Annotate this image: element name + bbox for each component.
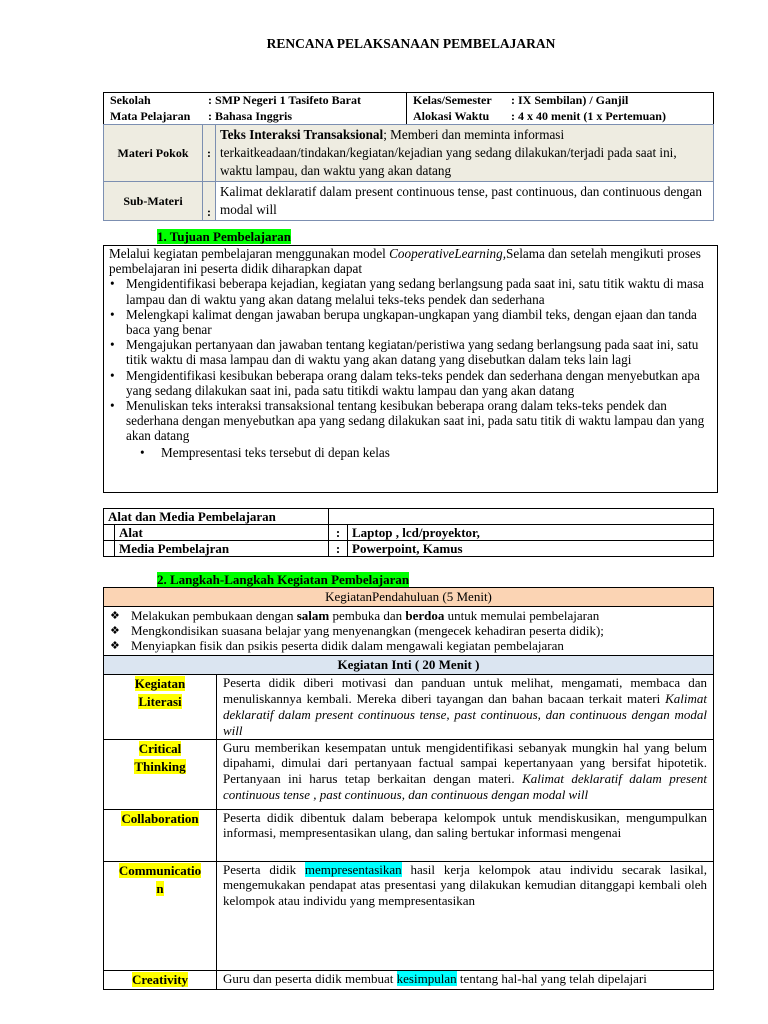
list-item: • Melengkapi kalimat dengan jawaban berupa ungkapan-ungkapan yang diambil teks, dengan ejaan dan tanda baca yang benar [109,307,717,337]
pendahuluan-list [104,607,714,656]
alokasi-label: Alokasi Waktu [413,108,490,123]
list-item: • Mengidentifikasi beberapa kejadian, kegiatan yang sedang berlangsung pada saat ini, satu titik waktu di masa lampau dan di waktu yang akan datang melalui teks-teks pendek dan sederhana [109,276,717,306]
critical-label-1: Critical [138,740,182,756]
comm-desc-a: Peserta didik [223,861,305,877]
kegiatan-table [103,587,714,990]
comm-label [104,861,217,970]
materi-pokok-colon: : [203,125,216,182]
sub-materi-colon: : [203,182,216,221]
list-item: ❖ Menyiapkan fisik dan psikis peserta didik dalam mengawali kegiatan pembelajaran [110,639,707,654]
literasi-label [104,675,217,739]
alokasi-value: : 4 x 40 menit (1 x Pertemuan) [511,108,666,123]
comm-highlight: mempresentasikan [304,861,402,877]
collab-text: Peserta didik dibentuk dalam beberapa kelompok untuk mendiskusikan, mengumpulkan informasi, mempresentasikan ulang, dan saling bertukar informasi mengenai [217,809,714,861]
tujuan-intro-a: Melalui kegiatan pembelajaran menggunakan model [109,246,390,261]
tujuan-intro-italic: CooperativeLearning, [389,246,506,261]
kelas-label: Kelas/Semester [413,93,492,107]
materi-pokok-bold: Teks Interaksi Transaksional [220,127,384,142]
creat-desc-b: tentang hal-hal yang telah dipelajari [456,970,647,986]
pend-text: Melakukan pembukaan dengan [131,608,297,623]
document-title: RENCANA PELAKSANAAN PEMBELAJARAN [266,36,556,51]
comm-desc-b: hasil kerja kelompok atau individu secarak lasikal, mengemukakan pendapat atas presentasi yang dilakukan kemudian ditanggapi kembali oleh kelompok atau individu yang mempresentasikan [223,861,707,909]
sekolah-value: : SMP Negeri 1 Tasifeto Barat [208,93,361,107]
media-table [103,508,714,557]
tujuan-intro-b: Selama dan setelah mengikuti proses pembelajaran ini peserta didik diharapkan dapat [109,246,701,277]
inti-title: Kegiatan Inti ( 20 Menit ) [104,656,714,675]
materi-pokok-desc: ; Memberi dan meminta informasi terkaitkeadaan/tindakan/kegiatan/kejadian yang sedang dilakukan/terjadi pada saat ini, waktu lampau, dan waktu yang akan datang [220,127,677,178]
critical-label-2: Thinking [134,758,186,774]
tujuan-heading [157,229,291,245]
mapel-label: Mata Pelajaran [110,108,191,123]
list-item: • Mempresentasi teks tersebut di depan kelas [109,445,717,460]
collab-label-text: Collaboration [121,810,199,826]
list-item: • Mengidentifikasi kesibukan beberapa orang dalam teks-teks pendek dan sederhana dengan menyebutkan apa yang sedang dilakukan saat ini, pada satu titikdi waktu lampau dan yang akan datang [109,368,717,398]
comm-label-1: Communicatio [118,862,202,878]
kelas-value: : IX Sembilan) / Ganjil [511,93,629,107]
tujuan-intro [109,246,717,276]
media-value: Powerpoint, Kamus [348,541,714,557]
sub-materi-label: Sub-Materi [104,182,203,221]
critical-italic: Kalimat deklaratif dalam present continuous tense , past continuous, dan continuous dengan modal will [223,771,707,802]
pend-text: pembuka dan [329,608,406,623]
literasi-italic: Kalimat deklaratif dalam present continuous tense, past continuous, dan continuous dengan modal will [223,691,707,738]
media-label: Media Pembelajran [115,541,329,557]
literasi-text [217,675,714,739]
critical-desc: Guru memberikan kesempatan untuk mengidentifikasi sebanyak mungkin hal yang belum dipahami, dimulai dari pertanyaan factual sampai kepertanyaan yang bersifat hipotetik. Pertanyaan ini harus tetap berkaitan dengan materi. [223,739,707,787]
comm-label-2: n [156,880,164,896]
media-colon: : [329,541,348,557]
materi-pokok-label: Materi Pokok [104,125,203,182]
creat-text [217,970,714,989]
list-item [110,609,707,624]
literasi-label-2: Literasi [138,694,182,710]
critical-label [104,739,217,809]
tujuan-heading-text: 1. Tujuan Pembelajaran [157,229,291,244]
langkah-heading-text: 2. Langkah-Langkah Kegiatan Pembelajaran [157,572,410,587]
mapel-value: : Bahasa Inggris [208,108,293,123]
identity-table [103,92,714,125]
tujuan-box [103,245,718,493]
collab-label [104,809,217,861]
creat-highlight: kesimpulan [396,970,457,986]
alat-value: Laptop , lcd/proyektor, [348,525,714,541]
alat-colon: : [329,525,348,541]
pend-bold: berdoa [405,608,445,623]
tujuan-list [109,276,717,459]
pend-text: untuk memulai pembelajaran [444,608,600,623]
critical-text [217,739,714,809]
langkah-heading [157,572,409,588]
pendahuluan-title: KegiatanPendahuluan (5 Menit) [104,588,714,607]
literasi-label-1: Kegiatan [134,676,186,692]
sekolah-label: Sekolah [110,93,151,107]
creat-label [104,970,217,989]
list-item: • Menuliskan teks interaksi transaksional tentang kesibukan beberapa orang dalam teks-teks pendek dan sederhana dengan menyebutkan apa yang sedang dilakukan saat ini, pada satu titik di waktu lampau dan yang akan datang [109,398,717,444]
creat-desc-a: Guru dan peserta didik membuat [223,970,397,986]
materi-table [103,124,714,221]
comm-text [217,861,714,970]
creat-label-text: Creativity [131,971,189,987]
literasi-desc: Peserta didik diberi motivasi dan panduan untuk melihat, mengamati, membaca dan menuliskannya kembali. Mereka diberi tayangan dan bahan bacaan terkait materi [223,675,707,707]
alat-label: Alat [115,525,329,541]
media-heading: Alat dan Media Pembelajaran [104,509,329,525]
list-item: ❖ Mengkondisikan suasana belajar yang menyenangkan (mengecek kehadiran peserta didik); [110,624,707,639]
pend-bold: salam [296,608,330,623]
list-item: • Mengajukan pertanyaan dan jawaban tentang kegiatan/peristiwa yang sedang berlangsung pada saat ini, satu titik waktu di masa lampau dan di waktu yang akan datang yang disebutkan dalam teks lain lagi [109,337,717,367]
sub-materi-text: Kalimat deklaratif dalam present continuous tense, past continuous, dan continuous dengan modal will [216,182,714,221]
materi-pokok-text [216,125,714,182]
